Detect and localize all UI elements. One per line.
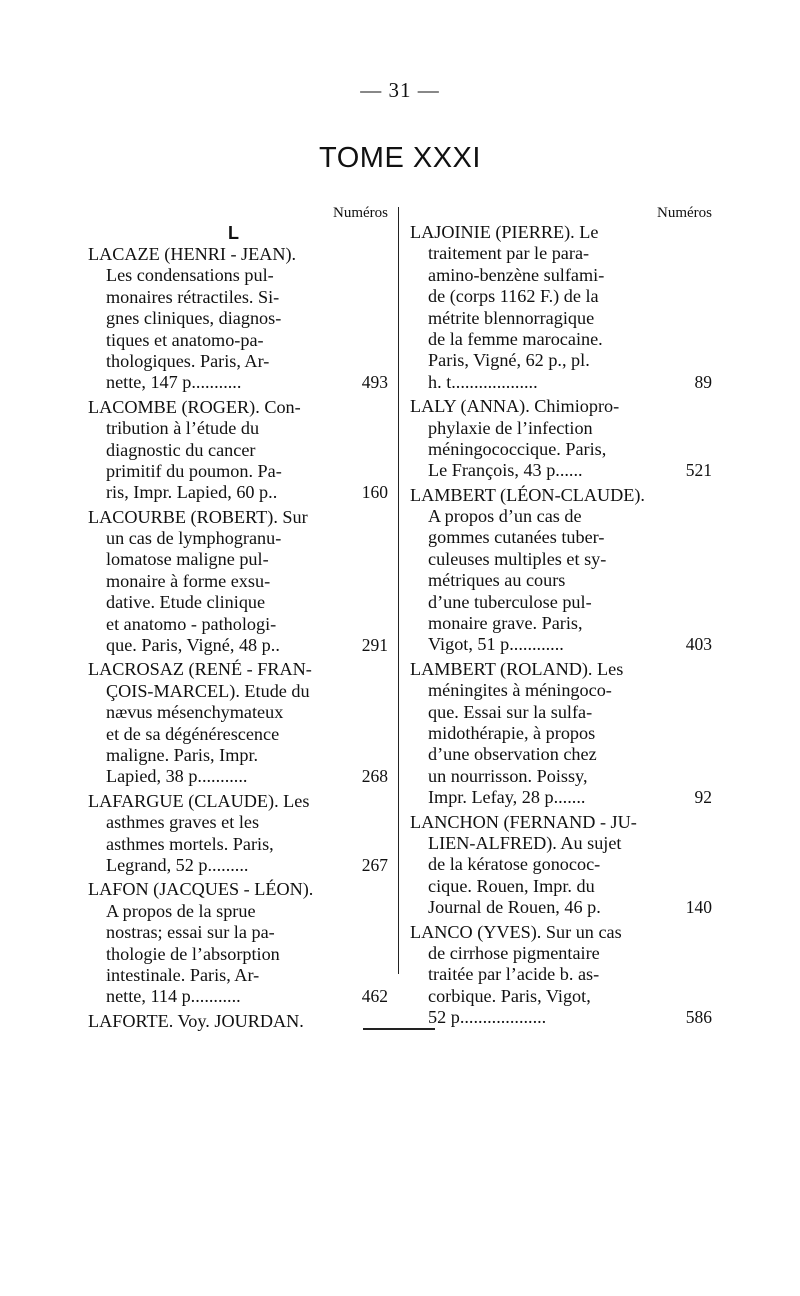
entry-number: 493 — [358, 372, 388, 393]
entry-line: monaires rétractiles. Si- — [106, 286, 280, 307]
entry-line: lomatose maligne pul- — [106, 549, 269, 570]
entry-line: LAFORTE. Voy. JOURDAN. — [88, 1010, 304, 1031]
entry-line: nette, 147 p........... — [106, 372, 242, 393]
entry-line: Les condensations pul- — [106, 265, 274, 286]
entry-number: 89 — [691, 372, 713, 393]
entry-line: traitement par le para- — [428, 243, 590, 264]
entry-line: méningites à méningoco- — [428, 680, 612, 701]
entry-line: LALY (ANNA). Chimiopro- — [410, 396, 620, 417]
entry-line: LAMBERT (LÉON-CLAUDE). — [410, 484, 645, 505]
entry-line: métriques au cours — [428, 570, 566, 591]
bibliography-entry — [88, 879, 388, 1007]
entry-line: LACROSAZ (RENÉ - FRAN- — [88, 659, 312, 680]
entry-line: culeuses multiples et sy- — [428, 548, 607, 569]
entry-number: 92 — [691, 787, 713, 808]
entry-line: Vigot, 51 p............ — [428, 634, 564, 655]
entry-line: nette, 114 p........... — [106, 986, 241, 1007]
bibliography-entry — [88, 659, 388, 787]
entry-line: nævus mésenchymateux — [106, 702, 284, 723]
entry-line: gnes cliniques, diagnos- — [106, 308, 282, 329]
bibliography-entry — [88, 244, 388, 394]
entry-line: cique. Rouen, Impr. du — [428, 875, 595, 896]
entry-line: corbique. Paris, Vigot, — [428, 985, 591, 1006]
entry-number: 521 — [682, 460, 712, 481]
entry-line: LAFON (JACQUES - LÉON). — [88, 879, 314, 900]
bibliography-entry — [88, 397, 388, 504]
entry-line: Journal de Rouen, 46 p. — [428, 897, 601, 918]
bibliography-entry — [88, 507, 388, 657]
entry-line: LAFARGUE (CLAUDE). Les — [88, 790, 310, 811]
entry-number: 140 — [682, 897, 712, 918]
entry-line: de cirrhose pigmentaire — [428, 942, 600, 963]
entry-number: 586 — [682, 1007, 712, 1028]
entry-line: A propos d’un cas de — [428, 506, 582, 527]
entry-line: thologiques. Paris, Ar- — [106, 350, 270, 371]
entry-line: monaire grave. Paris, — [428, 613, 583, 634]
numeros-header: Numéros — [333, 205, 388, 221]
entry-line: LACOMBE (ROGER). Con- — [88, 396, 301, 417]
bibliography-entry — [410, 485, 712, 656]
entry-line: primitif du poumon. Pa- — [106, 460, 282, 481]
entry-line: LAJOINIE (PIERRE). Le — [410, 222, 599, 242]
entry-line: A propos de la sprue — [106, 900, 256, 921]
entry-line: de la kératose gonococ- — [428, 854, 601, 875]
entry-line: que. Paris, Vigné, 48 p.. — [106, 635, 280, 656]
entry-line: LACOURBE (ROBERT). Sur — [88, 506, 308, 527]
entry-line: un cas de lymphogranu- — [106, 528, 282, 549]
entry-number: 160 — [358, 482, 388, 503]
entry-line: méningococcique. Paris, — [428, 438, 607, 459]
entry-line: LANCHON (FERNAND - JU- — [410, 811, 637, 832]
entry-line: gommes cutanées tuber- — [428, 527, 605, 548]
entry-number: 291 — [358, 635, 388, 656]
entry-list — [88, 244, 388, 1035]
entry-line: ris, Impr. Lapied, 60 p.. — [106, 482, 278, 503]
entry-line: Paris, Vigné, 62 p., pl. — [428, 350, 590, 371]
entry-line: de (corps 1162 F.) de la — [428, 286, 599, 307]
entry-line: un nourrisson. Poissy, — [428, 765, 588, 786]
entry-line: métrite blennorragique — [428, 307, 595, 328]
entry-line: Le François, 43 p...... — [428, 460, 583, 481]
bibliography-entry — [88, 1011, 388, 1032]
entry-line: ÇOIS-MARCEL). Etude du — [106, 680, 310, 701]
entry-line: LIEN-ALFRED). Au sujet — [428, 832, 622, 853]
page-title: TOME XXXI — [319, 142, 481, 174]
entry-line: 52 p................... — [428, 1007, 547, 1028]
entry-line: et de sa dégénérescence — [106, 723, 280, 744]
entry-number: 403 — [682, 634, 712, 655]
bibliography-entry — [410, 812, 712, 919]
bibliography-entry — [410, 922, 712, 1029]
entry-line: tribution à l’étude du — [106, 418, 260, 439]
entry-line: tiques et anatomo-pa- — [106, 329, 264, 350]
entry-line: d’une observation chez — [428, 744, 597, 765]
entry-line: Impr. Lefay, 28 p....... — [428, 787, 586, 808]
column-divider — [398, 207, 399, 974]
entry-line: h. t................... — [428, 371, 538, 392]
entry-line: de la femme marocaine. — [428, 328, 603, 349]
entry-line: et anatomo - pathologi- — [106, 613, 277, 634]
bibliography-entry — [410, 396, 712, 482]
entry-line: monaire à forme exsu- — [106, 570, 271, 591]
entry-line: LACAZE (HENRI - JEAN). — [88, 244, 297, 264]
entry-number: 267 — [358, 855, 388, 876]
bibliography-entry — [410, 222, 712, 393]
closing-rule — [363, 1028, 435, 1030]
entry-line: Lapied, 38 p........... — [106, 766, 248, 787]
entry-line: amino-benzène sulfami- — [428, 264, 605, 285]
entry-line: LANCO (YVES). Sur un cas — [410, 921, 622, 942]
entry-line: nostras; essai sur la pa- — [106, 922, 275, 943]
bibliography-entry — [88, 791, 388, 877]
entry-line: Legrand, 52 p......... — [106, 854, 249, 875]
page-number: — 31 — — [360, 78, 440, 102]
entry-number: 268 — [358, 766, 388, 787]
entry-line: asthmes graves et les — [106, 812, 260, 833]
entry-list — [410, 222, 712, 1031]
bibliography-entry — [410, 659, 712, 809]
entry-line: d’une tuberculose pul- — [428, 591, 592, 612]
entry-line: dative. Etude clinique — [106, 592, 266, 613]
entry-line: diagnostic du cancer — [106, 439, 256, 460]
entry-line: phylaxie de l’infection — [428, 417, 593, 438]
entry-line: intestinale. Paris, Ar- — [106, 964, 260, 985]
entry-line: que. Essai sur la sulfa- — [428, 701, 593, 722]
entry-line: LAMBERT (ROLAND). Les — [410, 658, 624, 679]
entry-line: thologie de l’absorption — [106, 943, 280, 964]
right-column — [410, 204, 712, 1031]
entry-number: 462 — [358, 986, 388, 1007]
entry-line: traitée par l’acide b. as- — [428, 964, 600, 985]
left-column — [88, 204, 388, 1035]
letter-heading: L — [228, 223, 239, 243]
entry-line: midothérapie, à propos — [428, 722, 596, 743]
entry-line: maligne. Paris, Impr. — [106, 744, 259, 765]
entry-line: asthmes mortels. Paris, — [106, 833, 274, 854]
numeros-header: Numéros — [657, 205, 712, 221]
